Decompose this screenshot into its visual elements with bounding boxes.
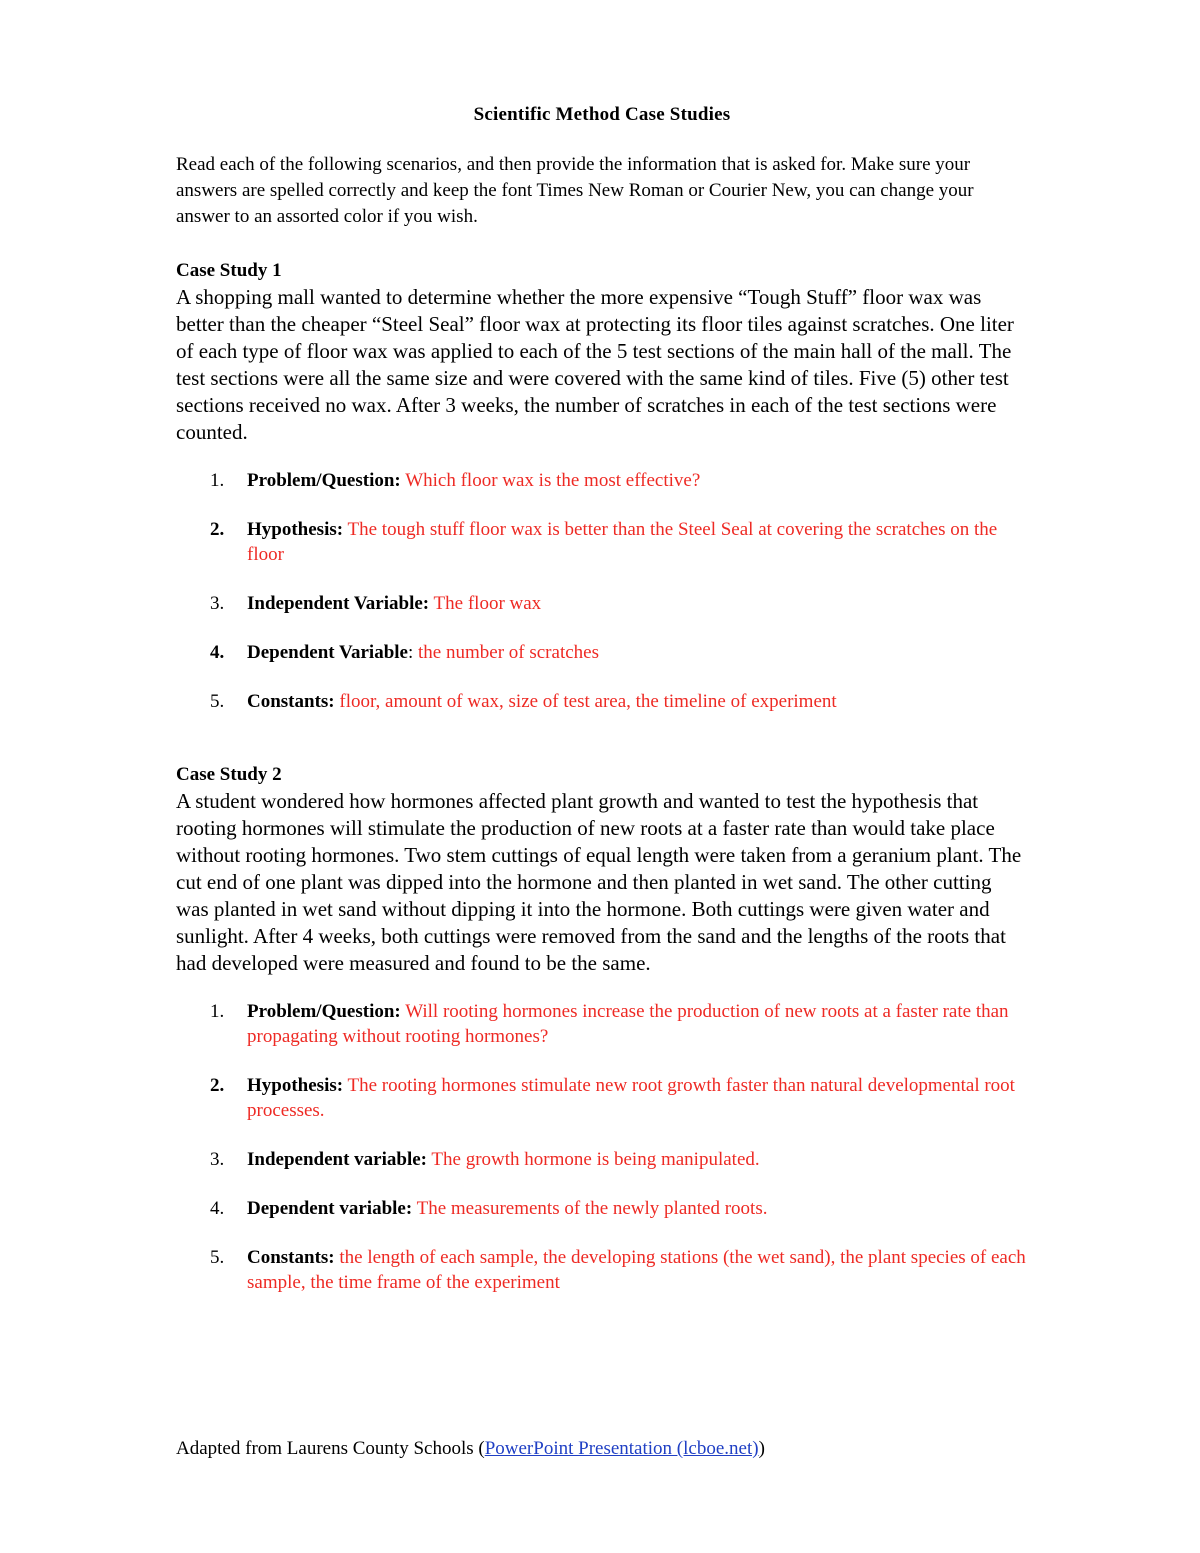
question-number: 2. xyxy=(210,519,225,540)
question-label: Problem/Question: xyxy=(247,470,401,491)
question-label: Independent variable: xyxy=(247,1149,427,1170)
intro-paragraph: Read each of the following scenarios, and then provide the information that is asked for. Make sure your answers are spelled correctly and keep the font Times New Roman or Courier New, you can change your answer to an assorted color if you wish. xyxy=(176,154,974,227)
question-label: Constants: xyxy=(247,691,335,712)
case-study-1-scenario: A shopping mall wanted to determine whether the more expensive “Tough Stuff” floor wax was better than the cheaper “Steel Seal” floor wax at protecting its floor tiles against scratches. One liter of each type of floor wax was applied to each of the 5 test sections of the main hall of the mall. The test sections were all the same size and were covered with the same kind of tiles. Five (5) other test sections received no wax. After 3 weeks, the number of scratches in each of the test sections were counted. xyxy=(176,285,1014,444)
footer-attribution xyxy=(176,1436,765,1462)
question-number: 5. xyxy=(210,691,225,712)
answer-text: the length of each sample, the developing stations (the wet sand), the plant species of each sample, the time frame of the experiment xyxy=(247,1247,1026,1293)
question-number: 1. xyxy=(210,470,225,491)
label-separator: : xyxy=(408,642,419,663)
case-study-2-scenario: A student wondered how hormones affected plant growth and wanted to test the hypothesis that rooting hormones will stimulate the production of new roots at a faster rate than would take place without rooting hormones. Two stem cuttings of equal length were taken from a geranium plant. The cut end of one plant was dipped into the hormone and then planted in wet sand. The other cutting was planted in wet sand without dipping it into the hormone. Both cuttings were given water and sunlight. After 4 weeks, both cuttings were removed from the sand and the lengths of the roots that had developed were measured and found to be the same. xyxy=(176,789,1022,975)
question-label: Constants: xyxy=(247,1247,335,1268)
answer-text: Which floor wax is the most effective? xyxy=(405,470,701,491)
question-item xyxy=(176,517,1028,567)
question-item xyxy=(176,640,1028,665)
answer-text: The measurements of the newly planted roots. xyxy=(416,1198,768,1219)
case-study-2-questions xyxy=(176,999,1028,1295)
question-number: 1. xyxy=(210,1001,225,1022)
question-label: Dependent variable: xyxy=(247,1198,413,1219)
question-item xyxy=(176,1196,1028,1221)
question-item xyxy=(176,591,1028,616)
question-number: 3. xyxy=(210,593,225,614)
question-number: 4. xyxy=(210,1198,225,1219)
answer-text: The tough stuff floor wax is better than the Steel Seal at covering the scratches on the floor xyxy=(247,519,998,565)
case-study-1 xyxy=(176,258,1028,714)
answer-text: The floor wax xyxy=(433,593,542,614)
question-item xyxy=(176,468,1028,493)
question-number: 2. xyxy=(210,1075,225,1096)
question-item xyxy=(176,1245,1028,1295)
section-spacer xyxy=(176,738,1028,762)
case-study-2 xyxy=(176,762,1028,1295)
question-label: Dependent Variable xyxy=(247,642,408,663)
case-study-1-questions xyxy=(176,468,1028,714)
question-label: Problem/Question: xyxy=(247,1001,401,1022)
question-item xyxy=(176,1147,1028,1172)
question-item xyxy=(176,1073,1028,1123)
question-number: 5. xyxy=(210,1247,225,1268)
page-title: Scientific Method Case Studies xyxy=(473,104,731,125)
answer-text: Will rooting hormones increase the production of new roots at a faster rate than propagating without rooting hormones? xyxy=(247,1001,1009,1047)
answer-text: The rooting hormones stimulate new root growth faster than natural developmental root processes. xyxy=(247,1075,1015,1121)
question-number: 3. xyxy=(210,1149,225,1170)
case-study-1-heading: Case Study 1 xyxy=(176,260,282,281)
question-label: Hypothesis: xyxy=(247,1075,344,1096)
answer-text: The growth hormone is being manipulated. xyxy=(431,1149,760,1170)
answer-text: the number of scratches xyxy=(418,642,599,663)
footer-prefix: Adapted from Laurens County Schools ( xyxy=(176,1438,485,1459)
question-item xyxy=(176,999,1028,1049)
source-link[interactable]: PowerPoint Presentation (lcboe.net) xyxy=(484,1438,759,1459)
question-label: Hypothesis: xyxy=(247,519,344,540)
question-item xyxy=(176,689,1028,714)
case-study-2-heading: Case Study 2 xyxy=(176,764,282,785)
question-number: 4. xyxy=(210,642,225,663)
footer-suffix: ) xyxy=(758,1438,765,1459)
answer-text: floor, amount of wax, size of test area, the timeline of experiment xyxy=(339,691,837,712)
question-label: Independent Variable: xyxy=(247,593,430,614)
